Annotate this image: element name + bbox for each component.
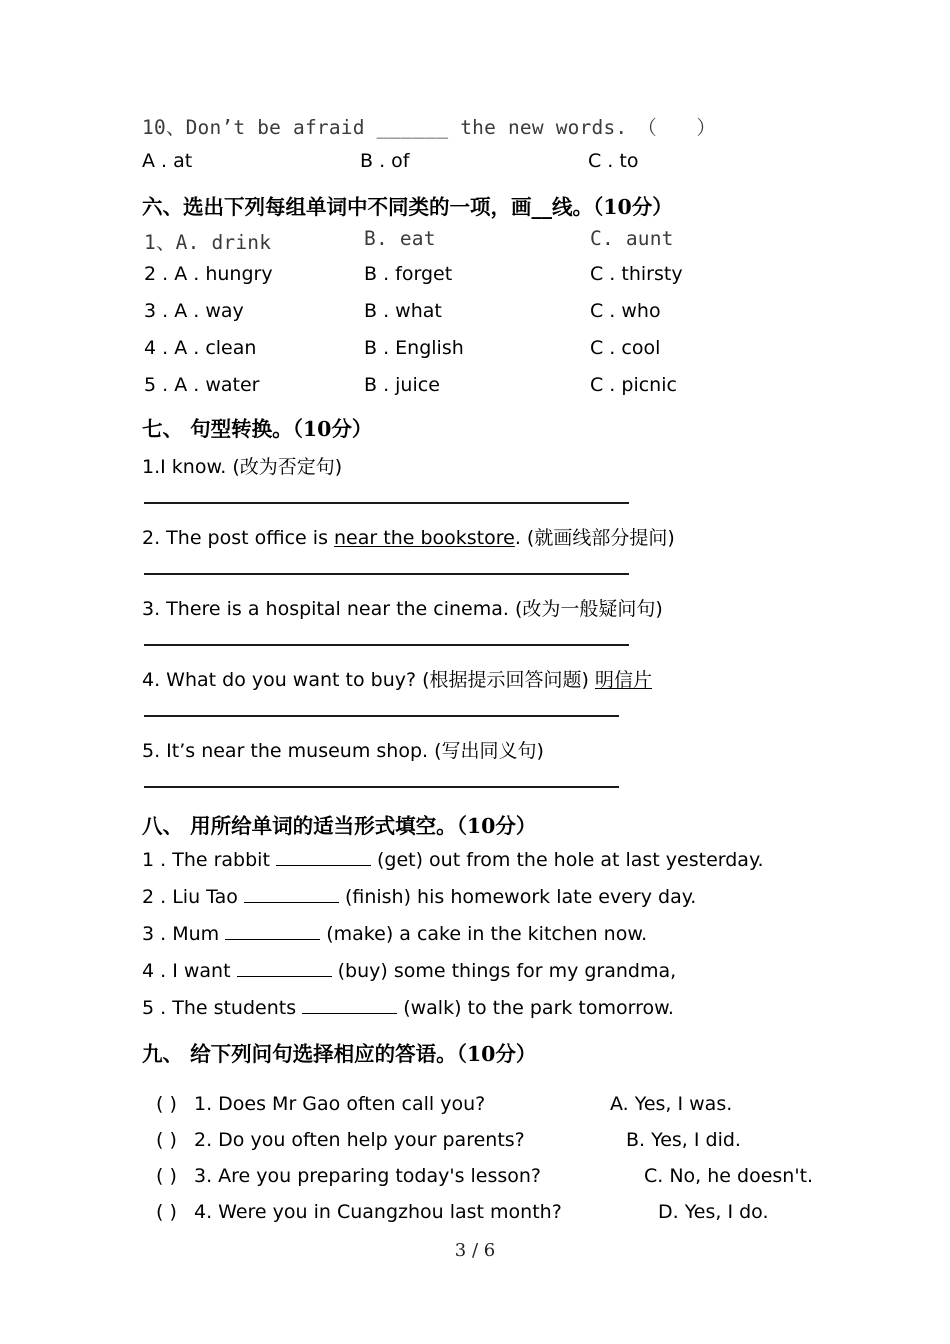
nine-row-4-question: 4. Were you in Cuangzhou last month? (194, 1201, 562, 1223)
eight-item-2 (142, 886, 822, 923)
nine-row-3-bracket[interactable]: ( ) (156, 1165, 177, 1187)
page-number: 3 / 6 (454, 1240, 496, 1261)
question-10-option-b[interactable]: B . of (360, 150, 410, 172)
group-3-option-b[interactable]: B . what (364, 300, 442, 322)
eight-item-5 (142, 997, 822, 1033)
group-1-option-a[interactable]: 1、A. drink (144, 231, 272, 254)
question-10-stem: 10、Don’t be afraid ______ the new words. （ ） (142, 116, 717, 139)
seven-item-4-underlined: 明信片 (594, 669, 652, 691)
group-4-option-b[interactable]: B . English (364, 337, 464, 359)
nine-row-3-question: 3. Are you preparing today's lesson? (194, 1165, 542, 1187)
nine-row-1-question: 1. Does Mr Gao often call you? (194, 1093, 486, 1115)
nine-row-1-bracket[interactable]: ( ) (156, 1093, 177, 1115)
section-nine-heading: 九、 给下列问句选择相应的答语。（10分） (142, 1042, 537, 1066)
group-5-option-c[interactable]: C . picnic (590, 374, 677, 396)
eight-item-5-blank[interactable] (302, 1013, 397, 1014)
eight-item-1-before: 1 . The rabbit (142, 849, 276, 871)
seven-item-4-text (142, 665, 822, 691)
eight-item-3 (142, 923, 822, 960)
section-six-row-5 (142, 374, 822, 412)
section-six-row-2 (142, 263, 822, 300)
seven-item-3-lead: 3. There is a hospital near the cinema. (改为一般疑问句) (142, 598, 663, 620)
seven-item-2-tail: . (就画线部分提问) (514, 527, 675, 549)
section-six-heading: 六、选出下列每组单词中不同类的一项，画__线。（10分） (142, 195, 673, 219)
group-5-option-a[interactable]: 5 . A . water (144, 374, 260, 396)
eight-item-3-after: (make) a cake in the kitchen now. (320, 923, 648, 945)
eight-item-1-blank[interactable] (276, 865, 371, 866)
nine-row-2-question: 2. Do you often help your parents? (194, 1129, 525, 1151)
eight-item-3-blank[interactable] (225, 939, 320, 940)
eight-item-5-before: 5 . The students (142, 997, 303, 1019)
eight-item-2-blank[interactable] (244, 902, 339, 903)
eight-item-1-after: (get) out from the hole at last yesterday. (370, 849, 764, 871)
nine-row-1-answer[interactable]: A. Yes, I was. (610, 1093, 733, 1115)
seven-item-2-text (142, 523, 822, 549)
nine-row-4-answer[interactable]: D. Yes, I do. (658, 1201, 769, 1223)
seven-item-1-lead: 1.I know. (改为否定句) (142, 456, 343, 478)
seven-answer-line-2[interactable] (144, 573, 629, 575)
seven-item-3-text (142, 594, 822, 620)
seven-item-4-lead: 4. What do you want to buy? (根据提示回答问题) (142, 669, 595, 691)
section-eight-heading: 八、 用所给单词的适当形式填空。（10分） (142, 814, 537, 838)
seven-answer-line-5[interactable] (144, 786, 619, 788)
eight-item-1 (142, 849, 822, 886)
section-six-row-1 (142, 227, 822, 263)
group-1-option-c[interactable]: C. aunt (590, 227, 674, 250)
group-3-option-c[interactable]: C . who (590, 300, 661, 322)
seven-answer-line-3[interactable] (144, 644, 629, 646)
group-2-option-b[interactable]: B . forget (364, 263, 453, 285)
seven-item-2-underlined: near the bookstore (334, 527, 515, 549)
section-six-row-4 (142, 337, 822, 374)
seven-item-5-lead: 5. It’s near the museum shop. (写出同义句) (142, 740, 544, 762)
group-2-option-a[interactable]: 2 . A . hungry (144, 263, 273, 285)
section-six-row-3 (142, 300, 822, 337)
seven-item-1-text (142, 452, 822, 478)
nine-match-row-1 (142, 1093, 822, 1129)
eight-item-5-after: (walk) to the park tomorrow. (397, 997, 674, 1019)
group-5-option-b[interactable]: B . juice (364, 374, 440, 396)
nine-row-2-bracket[interactable]: ( ) (156, 1129, 177, 1151)
nine-match-row-2 (142, 1129, 822, 1165)
nine-row-2-answer[interactable]: B. Yes, I did. (626, 1129, 741, 1151)
question-10-option-c[interactable]: C . to (588, 150, 639, 172)
group-3-option-a[interactable]: 3 . A . way (144, 300, 244, 322)
seven-answer-line-4[interactable] (144, 715, 619, 717)
eight-item-3-before: 3 . Mum (142, 923, 226, 945)
eight-item-4-after: (buy) some things for my grandma, (331, 960, 677, 982)
seven-answer-line-1[interactable] (144, 502, 629, 504)
question-10-option-a[interactable]: A . at (142, 150, 193, 172)
eight-item-4 (142, 960, 822, 997)
eight-item-2-before: 2 . Liu Tao (142, 886, 244, 908)
eight-item-4-before: 4 . I want (142, 960, 237, 982)
eight-item-2-after: (finish) his homework late every day. (338, 886, 697, 908)
group-4-option-a[interactable]: 4 . A . clean (144, 337, 257, 359)
seven-item-2-lead: 2. The post office is (142, 527, 335, 549)
page-content (142, 112, 822, 1237)
nine-row-4-bracket[interactable]: ( ) (156, 1201, 177, 1223)
nine-match-row-3 (142, 1165, 822, 1201)
nine-match-row-4 (142, 1201, 822, 1237)
eight-item-4-blank[interactable] (237, 976, 332, 977)
seven-item-5-text (142, 736, 822, 762)
group-4-option-c[interactable]: C . cool (590, 337, 661, 359)
question-10-options (142, 150, 822, 190)
section-seven-heading: 七、 句型转换。（10分） (142, 417, 373, 441)
group-1-option-b[interactable]: B. eat (364, 227, 436, 250)
nine-row-3-answer[interactable]: C. No, he doesn't. (644, 1165, 814, 1187)
group-2-option-c[interactable]: C . thirsty (590, 263, 683, 285)
